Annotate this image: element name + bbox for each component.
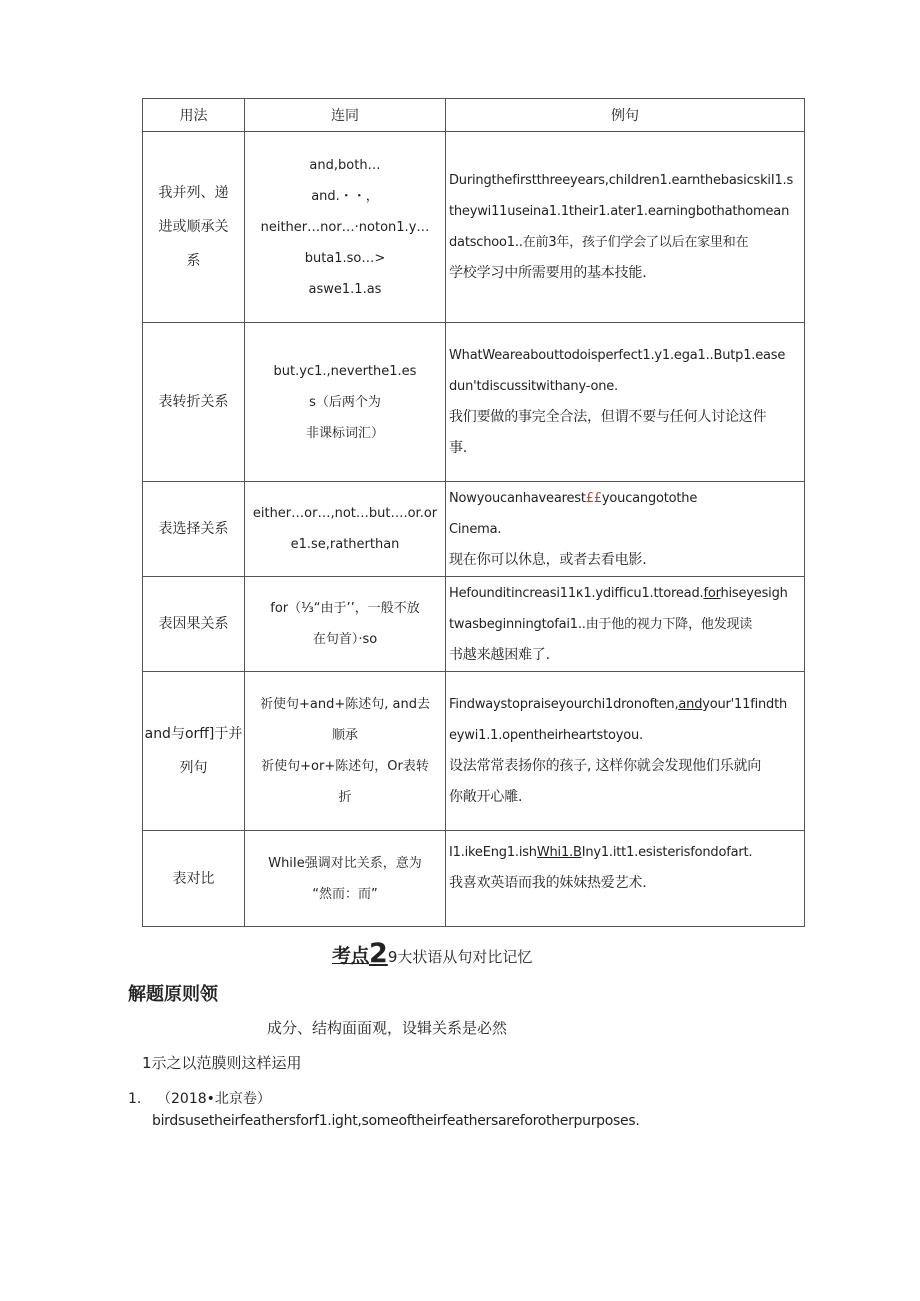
principle-line: 成分、结构面面观，设辑关系是必然 [267, 1019, 508, 1037]
usage-text: 表对比 [172, 870, 215, 887]
conjunction-text: 祈使句+and+陈述句, and去 [260, 697, 430, 712]
example-segment: Nowyoucanhavearest [449, 490, 586, 506]
conjunction-cell [245, 482, 446, 577]
example-text: Cinema. [449, 521, 502, 537]
example-text [449, 689, 801, 720]
conjunction-text: 在句首）·so [312, 632, 378, 647]
conjunction-text: either…or…,not…but….or.or [252, 506, 438, 521]
conjunction-cell [245, 577, 446, 672]
example-cell [446, 577, 805, 672]
example-text: eywi1.1.opentheirheartstoyou. [449, 728, 643, 743]
conjunction-text: s（后两个为 [309, 394, 381, 410]
example-cell [446, 482, 805, 577]
example-text: 设法常常表扬你的孩子, 这样你就会发现他们乐就向 [449, 758, 762, 774]
example-segment: hiseyesigh [720, 585, 788, 601]
conjunction-usage-table [142, 98, 805, 927]
example-segment: Iny1.itt1.esisterisfondofart. [581, 845, 753, 860]
conjunction-cell [245, 323, 446, 482]
conjunction-text: 折 [338, 790, 352, 805]
table-row [143, 577, 805, 672]
question-number: 1. [128, 1091, 142, 1107]
example-segment: I1.ikeEng1.ish [449, 845, 537, 860]
usage-text: 表选择关系 [158, 521, 229, 537]
usage-text: 进或顺承关 [158, 219, 229, 235]
usage-text: 表转折关系 [158, 394, 229, 410]
example-cell [446, 132, 805, 323]
heading-number: 2 [369, 938, 388, 969]
table-row [143, 132, 805, 323]
usage-cell [143, 482, 245, 577]
usage-text: 我并列、递 [158, 185, 229, 201]
example-text: 学校学习中所需要用的基本技能. [449, 265, 647, 281]
conjunction-text: WhiIe强调对比关系，意为 [268, 855, 422, 871]
header-conjunction: 连同 [245, 99, 446, 132]
conjunction-text: 非课标词汇） [305, 425, 384, 441]
example-text: 书越来越困难了. [449, 646, 550, 663]
conjunction-text: buta1.so…> [304, 250, 386, 266]
usage-cell [143, 672, 245, 831]
conjunction-text: and.・・， [311, 188, 379, 204]
example-text: 我们要做的事完全合法，但谓不要与任何人讨论这件 [449, 409, 767, 425]
principle-title: 解题原则领 [128, 984, 218, 1005]
example-cell [446, 672, 805, 831]
table-row [143, 831, 805, 927]
conjunction-cell [245, 132, 446, 323]
example-segment: youcangotothe [601, 490, 698, 506]
usage-text: and与orff]于并 [144, 726, 243, 742]
example-text: dun'tdiscussitwithany-one. [449, 379, 618, 394]
example-cell [446, 831, 805, 927]
table-row [143, 672, 805, 831]
usage-text: 列句 [179, 760, 208, 776]
table-row [143, 482, 805, 577]
example-text: WhatWeareabouttodoisperfect1.y1.ega1..Butp1.ease [449, 348, 786, 363]
example-text: twasbeginningtofai1..由于他的视力下降，他发现读 [449, 616, 753, 632]
underlined-word: and [678, 697, 703, 712]
conjunction-text: for（⅓“由于’’，一般不放 [270, 601, 420, 616]
question-source: （2018•北京卷） [157, 1091, 271, 1107]
table-row [143, 323, 805, 482]
highlighted-word: ££ [585, 490, 602, 506]
example-cell [446, 323, 805, 482]
conjunction-text: and,both… [309, 157, 381, 173]
conjunction-text: aswe1.1.as [308, 281, 382, 297]
question-sentence: birdsusetheirfeathersforf1.ight,someoftheirfeathersareforotherpurposes. [152, 1113, 640, 1129]
example-intro: 1示之以范膜则这样运用 [142, 1054, 302, 1072]
example-text [449, 578, 801, 609]
table-header-row [143, 99, 805, 132]
example-text: datschoo1..在前3年，孩子们学会了以后在家里和在 [449, 235, 749, 250]
underlined-word: Whi1.B [536, 845, 582, 860]
usage-text: 系 [186, 253, 201, 269]
conjunction-text: but.yc1.,neverthe1.es [273, 363, 417, 379]
example-text: 我喜欢英语而我的妹妹热爱艺术. [449, 875, 647, 891]
question-header [128, 1088, 271, 1108]
usage-cell [143, 831, 245, 927]
conjunction-text: 顺承 [331, 728, 358, 743]
example-text [449, 837, 801, 868]
conjunction-text: neither…nor…·noton1.y… [260, 219, 430, 235]
section-heading [332, 938, 532, 969]
example-text: 事. [449, 440, 468, 456]
conjunction-text: 祈使句+or+陈述句，Or表转 [261, 759, 429, 774]
example-text: Duringthefirstthreeyears,chiIdren1.earnthebasicskiI1.s [449, 173, 794, 188]
conjunction-cell [245, 831, 446, 927]
conjunction-text: “然而：而” [312, 886, 378, 902]
example-text: 现在你可以休息，或者去看电影. [449, 551, 647, 568]
header-usage: 用法 [143, 99, 245, 132]
example-text: theywi11useina1.1their1.ater1.earningbothathomean [449, 204, 790, 219]
example-segment: Findwaystopraiseyourchi1dronoften, [449, 697, 679, 712]
example-text: 你敞开心雕. [449, 789, 523, 805]
header-example: 例句 [446, 99, 805, 132]
heading-label: 考点 [332, 945, 370, 967]
usage-cell [143, 323, 245, 482]
conjunction-cell [245, 672, 446, 831]
example-text [449, 483, 801, 514]
usage-text: 表因果关系 [158, 616, 229, 632]
underlined-word: for [703, 585, 721, 601]
example-segment: your'11findth [702, 697, 788, 712]
heading-title: 9大状语从句对比记忆 [387, 948, 533, 966]
usage-cell [143, 577, 245, 672]
conjunction-text: e1.se,ratherthan [290, 537, 400, 552]
usage-cell [143, 132, 245, 323]
example-segment: Hefounditincreasi11κ1.ydifficu1.ttoread. [449, 585, 704, 601]
